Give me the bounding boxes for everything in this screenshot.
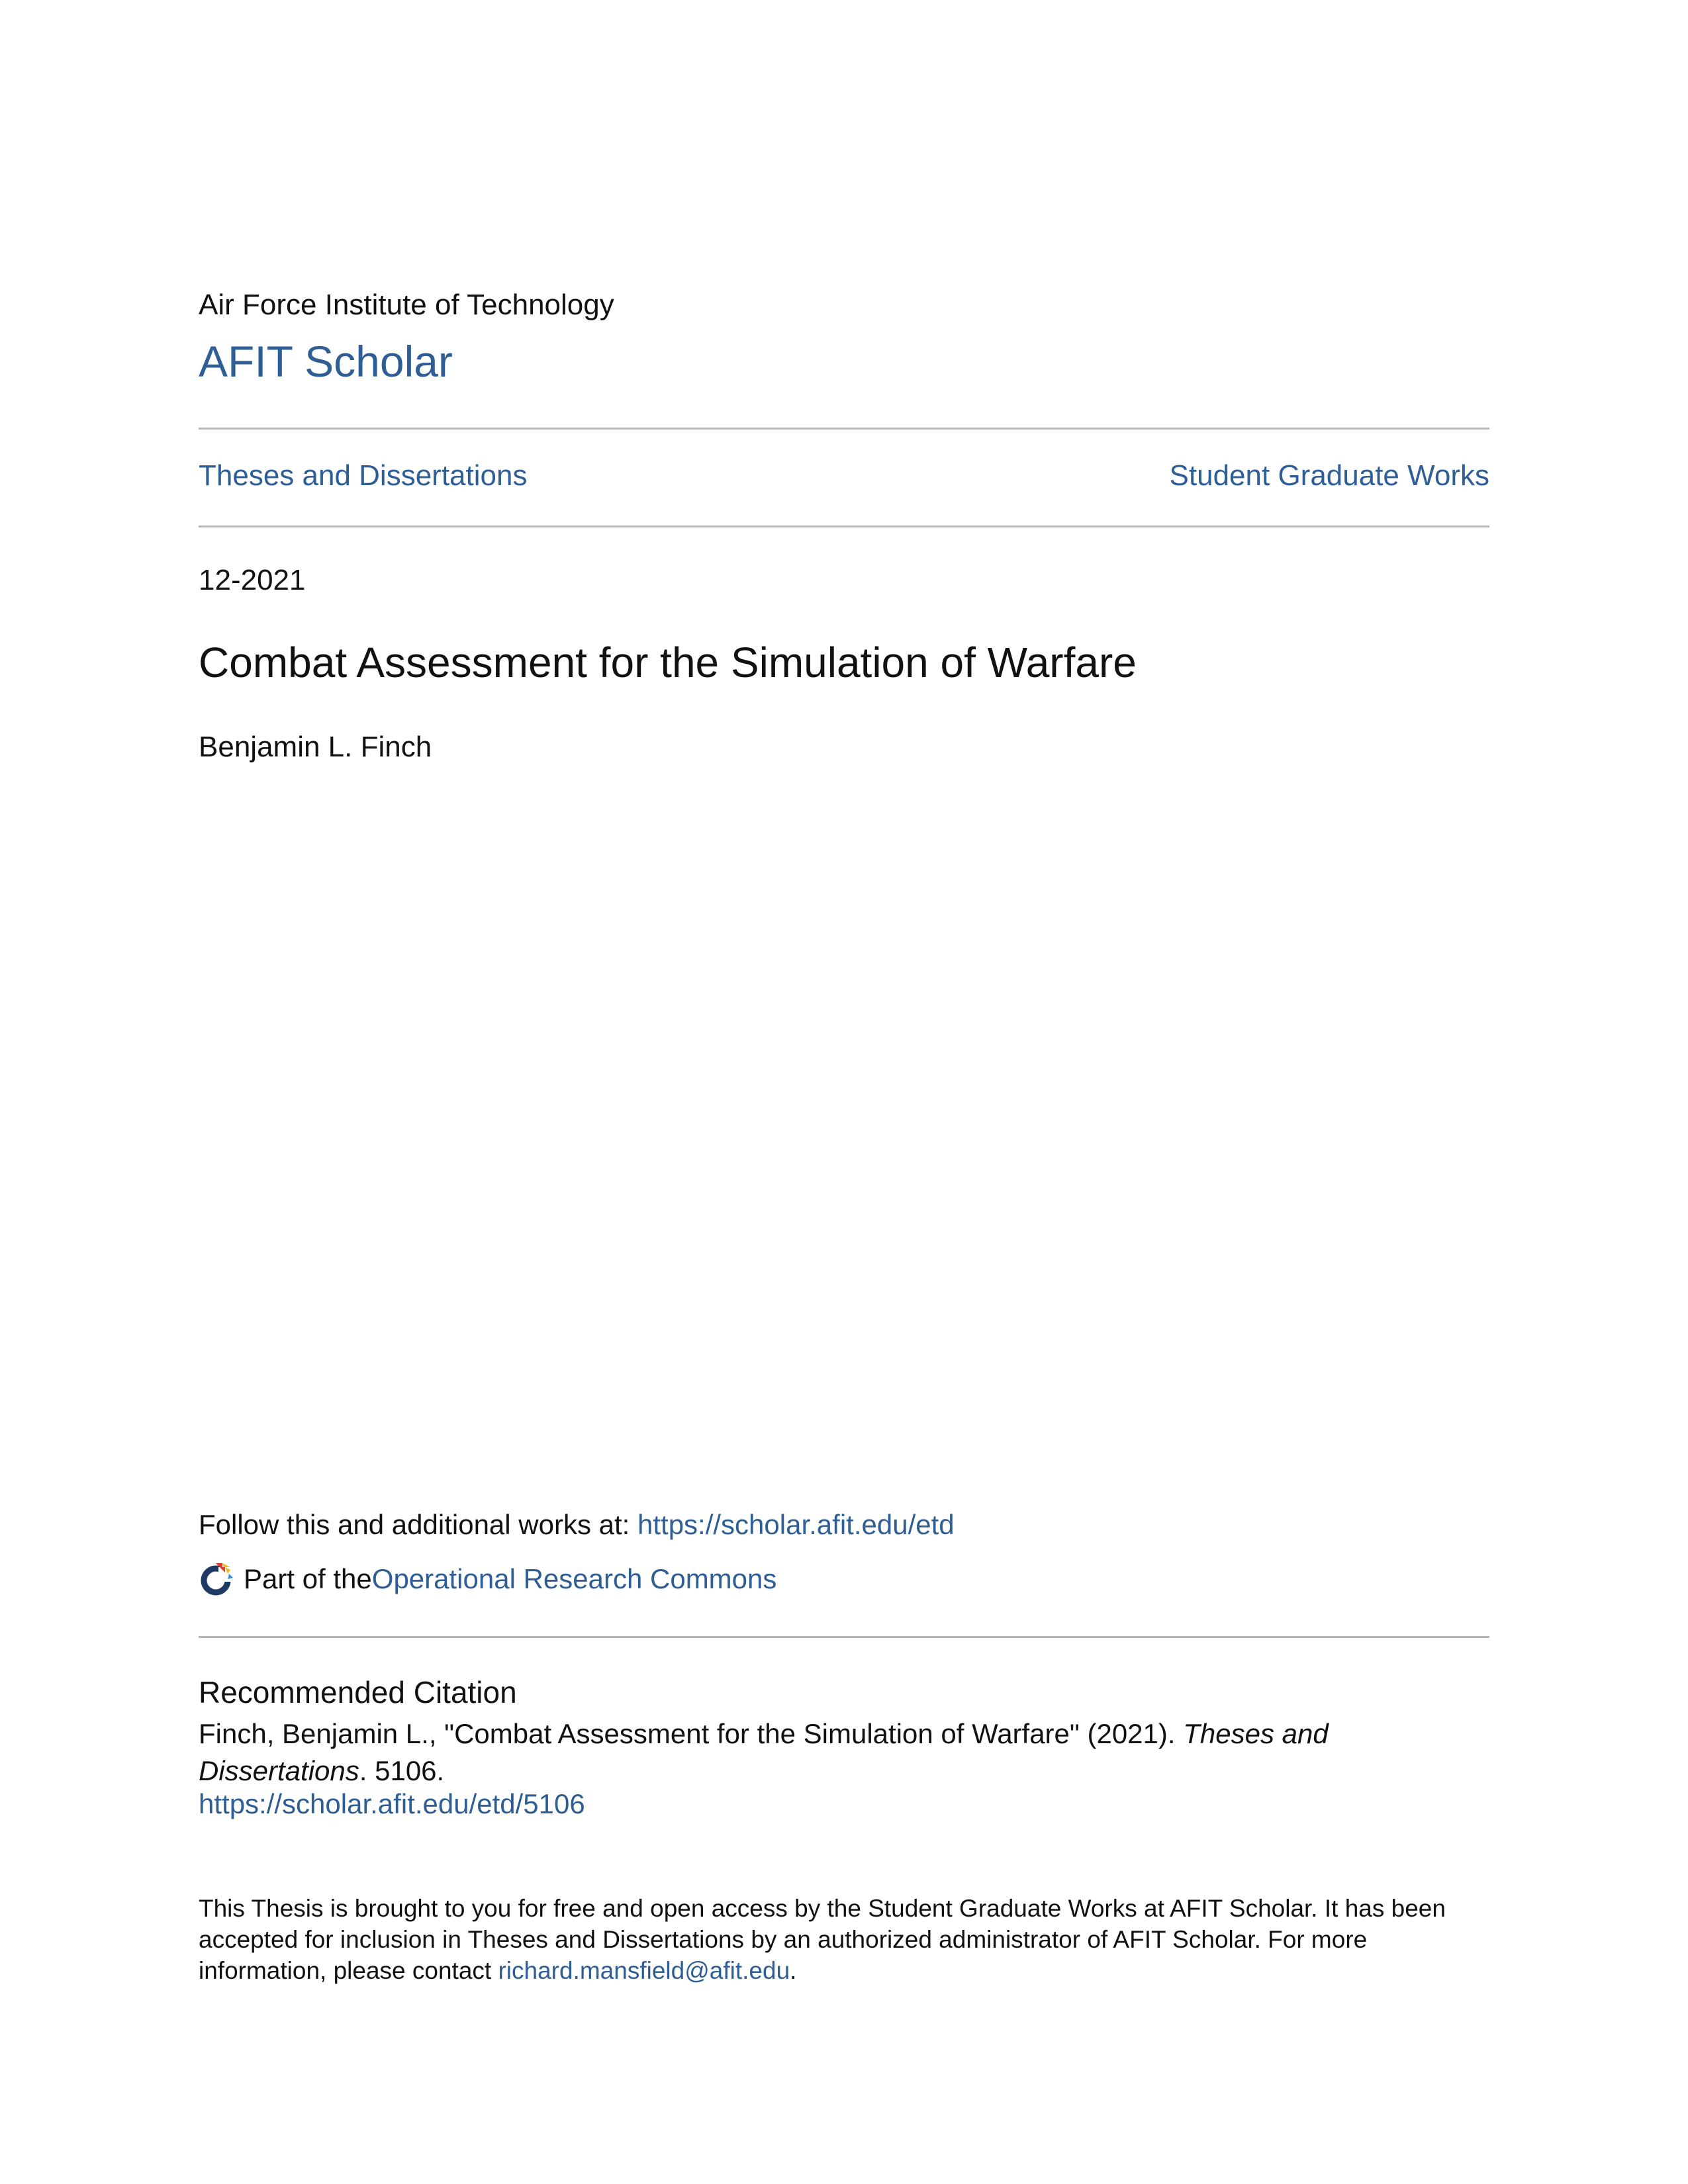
commons-icon (199, 1561, 236, 1598)
collection-link[interactable]: Theses and Dissertations (199, 459, 528, 492)
commons-link[interactable]: Operational Research Commons (371, 1563, 777, 1594)
follow-url-link[interactable]: https://scholar.afit.edu/etd (637, 1509, 955, 1540)
access-notice (199, 1893, 1496, 1986)
follow-line (199, 1509, 955, 1541)
repository-link[interactable]: AFIT Scholar (199, 337, 453, 386)
citation-heading: Recommended Citation (199, 1675, 517, 1709)
divider-top (199, 428, 1489, 430)
citation-url-link[interactable]: https://scholar.afit.edu/etd/5106 (199, 1788, 585, 1819)
access-notice-end: . (790, 1957, 797, 1984)
divider-bottom (199, 1636, 1489, 1638)
contact-email-link[interactable]: richard.mansfield@afit.edu (498, 1957, 790, 1984)
citation-series: Theses and Dissertations (199, 1718, 1329, 1786)
follow-label: Follow this and additional works at: (199, 1509, 637, 1540)
citation-number: . 5106. (359, 1755, 445, 1786)
publication-date: 12-2021 (199, 564, 306, 596)
access-notice-text: This Thesis is brought to you for free and open access by the Student Graduate Works at AFIT Scholar. It has been accepted for inclusion in Theses and Dissertations by an authorized administrator of AFIT Scholar. For more information, please contact (199, 1895, 1446, 1984)
citation-text (199, 1715, 1489, 1790)
author-name: Benjamin L. Finch (199, 731, 432, 763)
part-of-line (199, 1561, 776, 1598)
work-title: Combat Assessment for the Simulation of Warfare (199, 639, 1137, 686)
institution-name: Air Force Institute of Technology (199, 289, 614, 321)
part-of-label: Part of the (244, 1563, 372, 1594)
citation-body: Finch, Benjamin L., "Combat Assessment for the Simulation of Warfare" (2021). (199, 1718, 1184, 1749)
parent-collection-link[interactable]: Student Graduate Works (1169, 459, 1489, 492)
divider-nav (199, 525, 1489, 527)
